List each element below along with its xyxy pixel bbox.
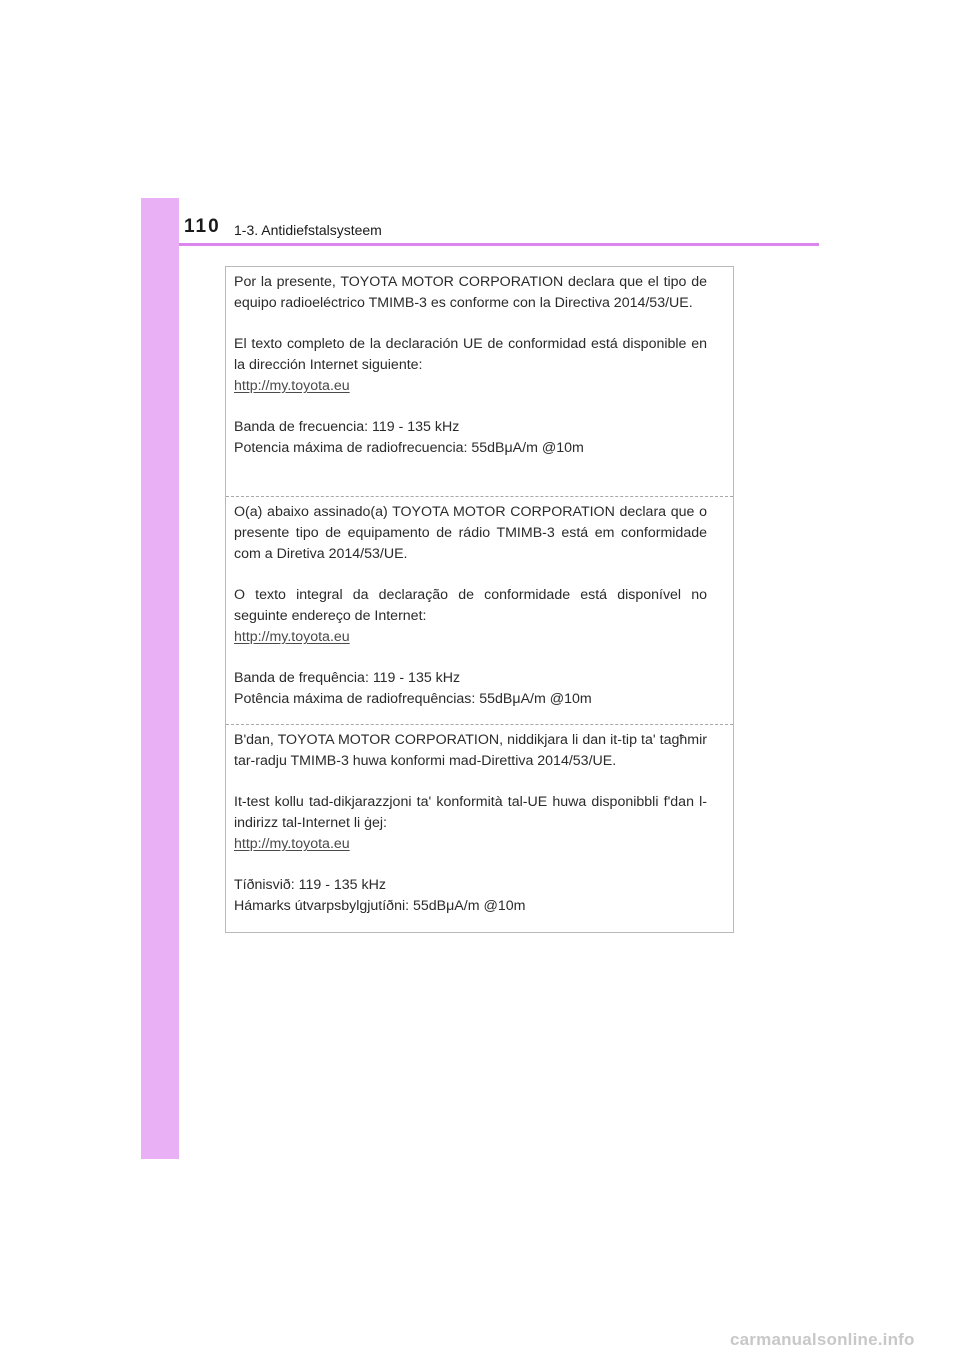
section-title: 1-3. Antidiefstalsysteem xyxy=(234,222,382,238)
max-power-text: Potencia máxima de radiofrecuencia: 55dBμA/m @10m xyxy=(234,440,584,456)
site-watermark: carmanualsonline.info xyxy=(730,1330,915,1349)
frequency-band-text: Tíðnisvið: 119 - 135 kHz xyxy=(234,877,386,893)
availability-text: It-test kollu tad-dikjarazzjoni ta' konformità tal-UE huwa disponibbli f'dan l-indirizz tal-Internet li ġej: xyxy=(234,794,707,831)
max-power-text: Potência máxima de radiofrequências: 55dBμA/m @10m xyxy=(234,691,592,707)
declaration-text: O(a) abaixo assinado(a) TOYOTA MOTOR CORPORATION declara que o presente tipo de equipamento de rádio TMIMB-3 está em conformidade com a Diretiva 2014/53/UE. xyxy=(234,504,707,562)
section-side-tab xyxy=(141,198,179,1159)
declaration-text: B'dan, TOYOTA MOTOR CORPORATION, niddikjara li dan it-tip ta' tagħmir tar-radju TMIMB-3 huwa konformi mad-Direttiva 2014/53/UE. xyxy=(234,732,707,769)
max-power-text: Hámarks útvarpsbylgjutíðni: 55dBμA/m @10m xyxy=(234,898,526,914)
frequency-band-text: Banda de frequência: 119 - 135 kHz xyxy=(234,670,461,686)
frequency-band-text: Banda de frecuencia: 119 - 135 kHz xyxy=(234,419,460,435)
notice-block-maltese xyxy=(226,724,733,932)
regulatory-notice-box xyxy=(225,266,734,933)
notice-block-spanish xyxy=(226,267,733,496)
declaration-link[interactable]: http://my.toyota.eu xyxy=(234,836,350,852)
availability-text: El texto completo de la declaración UE de conformidad está disponible en la dirección Internet siguiente: xyxy=(234,336,707,373)
declaration-text: Por la presente, TOYOTA MOTOR CORPORATION declara que el tipo de equipo radioeléctrico TMIMB-3 es conforme con la Directiva 2014/53/UE. xyxy=(234,274,707,311)
declaration-link[interactable]: http://my.toyota.eu xyxy=(234,378,350,394)
page-number: 110 xyxy=(184,216,221,237)
notice-block-portuguese xyxy=(226,496,733,724)
availability-text: O texto integral da declaração de conformidade está disponível no seguinte endereço de Internet: xyxy=(234,587,707,624)
declaration-link[interactable]: http://my.toyota.eu xyxy=(234,629,350,645)
header-divider xyxy=(179,243,819,246)
